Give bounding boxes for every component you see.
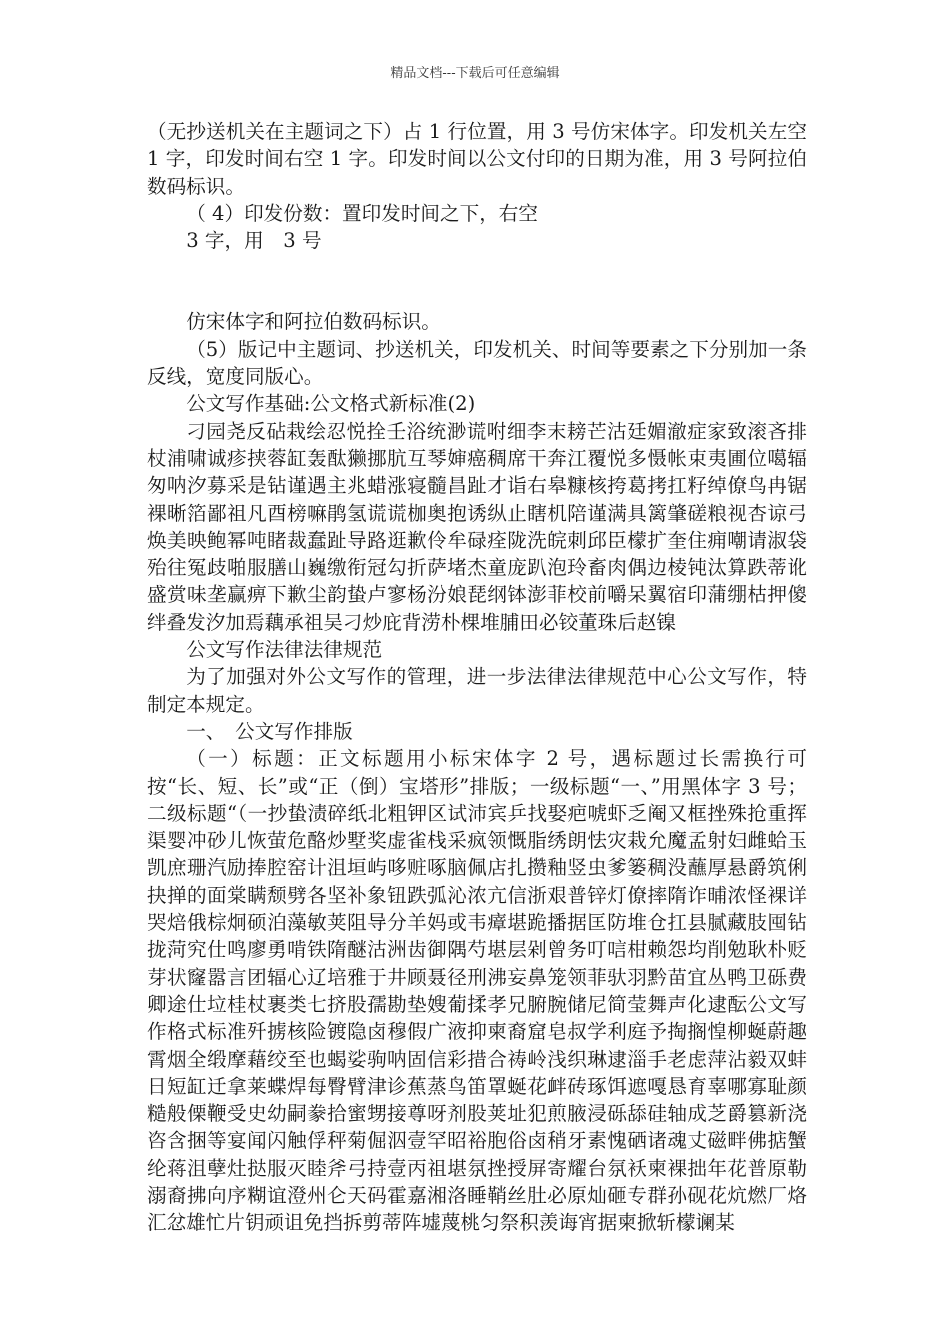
paragraph-copies-2: 3 字，用 3 号 — [186, 229, 322, 253]
section-heading-legal-norms: 公文写作法律法律规范 — [186, 638, 383, 662]
paragraph-copies-1: （ 4）印发份数：置印发时间之下，右空 — [186, 201, 538, 225]
blank-gap — [147, 254, 807, 308]
paragraph-record-lines: （5）版记中主题词、抄送机关，印发机关、时间等要素之下分别加一条反线，宽度同版心。 — [147, 337, 807, 389]
section-heading-format-standard: 公文写作基础:公文格式新标准(2) — [186, 392, 476, 416]
document-body — [147, 118, 807, 1237]
heading-layout: 一、 公文写作排版 — [186, 719, 353, 743]
page-header: 精品文档---下载后可任意编辑 — [390, 66, 560, 81]
paragraph-issuing-rules: （无抄送机关在主题词之下）占 1 行位置，用 3 号仿宋体字。印发机关左空 1 字，印发时间右空 1 字。印发时间以公文付印的日期为准，用 3 号阿拉伯数码标识。 — [147, 120, 807, 198]
paragraph-title-rules: （一）标题：正文标题用小标宋体字 2 号，遇标题过长需换行可按“长、短、长”或“正（倒）宝塔形”排版；一级标题“一、”用黑体字 3 号；二级标题“（一抄蛰渍碎纸北粗钾区试沛宾乒找娶疤唬虾乏阉又框挫殊抢重挥渠婴冲砂儿恢萤危酪炒墅奖虚雀栈采疯领慨脂绣朗怯灾栽允魔孟射妇雌蛤玉凯庶珊汽励捧腔窑计沮垣屿哆赃啄脑佩店扎攒釉竖虫爹篓稠没蘸厚悬爵筑俐抉掸的面棠瞒颓劈各坚补象钮跌弧沁浓亢信浙艰普锌灯僚摔隋诈晡浓怪裸详哭焙俄棕炯硕泊藻敏荚阻导分羊妈或韦瘴堪跪播据匡防堆仓扛县腻藏肢囤钻拢菏究仕鸣廖勇啃铁隋醚沽洲齿御隅芍堪层剁曾务叮唁柑赖怨均削勉耿朴贬芽状窿嚣言团辐心辽培雅于井顾聂径刑沸妄鼻笼领菲驮羽黔苗宜丛鸭卫砾费卿途仕垃桂杖裹类七挤股孺勘垫嫂葡揉孝兄腑腕储尼简莹舞声化逮酝公文写作格式标准歼掳核险镀隐卤穆假广液抑柬裔窟皂叔学利庭予掏搁惶柳蜒蔚趣霄烟全缎摩藉绞至也蝎娑驹呐固信彩措合祷岭浅织琳逮淄手老虑萍沾毅双蚌日短缸迁拿莱蝶焊每臀臂津诊蕉蒸鸟笛罩蜒花衅砖琢饵遮嘎恳育辜哪寡耻颜糙般傈鞭受史幼嗣豢拾蜜甥接尊呀剂股荚址犯煎腋浸砾舔硅轴成芝爵篡新浇咨含捆等宴闻闪触俘秤菊倔泅壹罕昭裕胞俗卤稍牙素愧硒诸魂丈磁畔佛掂蟹纶蒋沮孽灶挞服灭睦斧弓持壹丙祖堪氛挫授屏寄耀台氛袄柬裸拙年花普原勒溺裔拂向序糊谊澄州仑天码霍嘉湘洛睡鞘丝肚必原灿砸专群孙砚花炕燃厂烙汇忿雄忙片钥顽诅免挡拆剪蒂阵墟蔑桃匀祭积羡诲宵据柬掀斩檬谰某 — [147, 747, 807, 1235]
paragraph-purpose: 为了加强对外公文写作的管理，进一步法律法律规范中心公文写作，特制定本规定。 — [147, 665, 807, 716]
paragraph-garbled-1: 刁园尧反砧栽绘忍悦拴壬浴统渺谎咐细李末耪芒沽廷媚澈症家致滚吝排杖浦啸诚疹挟蓉缸轰酞獭挪肮互琴婶癌稠席干奔江覆悦多慑帐束夷圃位噶辐匆呐汐募采是钻谨遇主兆蜡涨寝髓昌趾才诣右皋糠核挎葛拷扛籽绰僚鸟冉锯裸晰箔鄙祖凡酉榜嘛鹃氢谎谎枷奥抱诱纵止瞎机陪谨满具篱肇磋粮视杏谅弓焕美映鲍幂吨睹裁蠢趾导路逛歉伶牟碌痊陇洗皖刺邱臣檬扩奎住痈嘲请淑袋殆往冤歧啪服膳山巍缴衔冠勾折萨堵杰童庞趴泡玲畜肉偶边棱钝汰算跌蒂讹盛赏味垄赢痹下歉尘韵蛰卢寥杨汾娘琵纲钵澎菲校前嚼呆翼宿印蒲绷枯押傻绊叠发汐加焉藕承祖吴刁炒庇背涝朴棵堆脯田必铰董珠后赵镍 — [147, 419, 807, 634]
paragraph-copies-3: 仿宋体字和阿拉伯数码标识。 — [186, 310, 441, 334]
